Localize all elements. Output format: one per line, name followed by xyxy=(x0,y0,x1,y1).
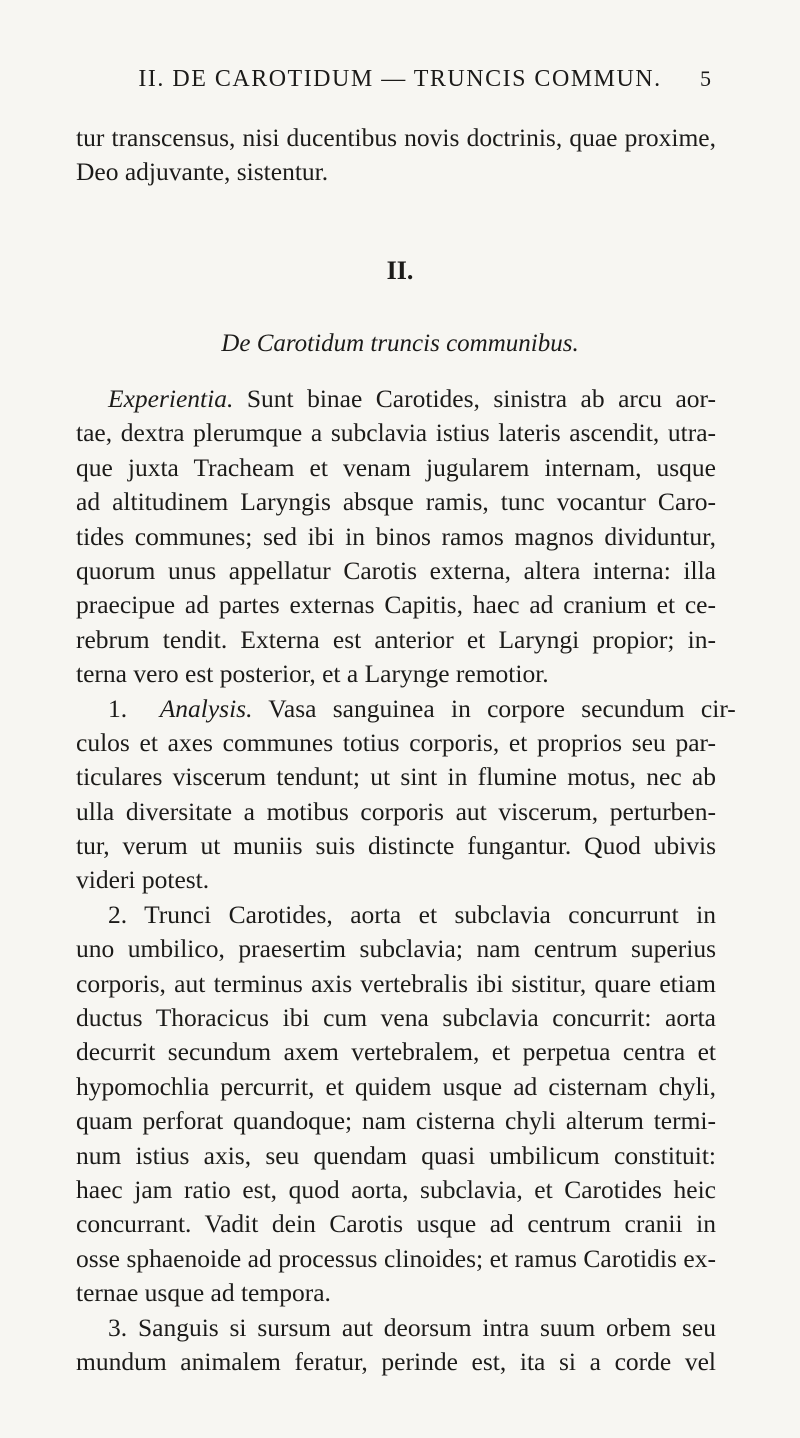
text-line: 2. Trunci Carotides, aorta et subclavia concurrunt in xyxy=(108,899,716,929)
text-line: quorum unus appellatur Carotis externa, altera interna: illa xyxy=(76,555,716,585)
text-line: tae, dextra plerumque a subclavia istius lateris ascendit, utra- xyxy=(76,418,716,448)
text-line: tur transcensus, nisi ducentibus novis doctrinis, quae proxime, xyxy=(76,123,716,152)
text-line: decurrit secundum axem vertebralem, et perpetua centra et xyxy=(76,1037,716,1067)
text-line: num istius axis, seu quendam quasi umbilicum constituit: xyxy=(76,1140,716,1170)
text-line: ad altitudinem Laryngis absque ramis, tunc vocantur Caro- xyxy=(76,487,716,517)
point-number: 1. xyxy=(108,693,128,723)
page-number: 5 xyxy=(700,66,711,91)
text-line: concurrant. Vadit dein Carotis usque ad centrum cranii in xyxy=(76,1209,716,1239)
text-line: hypomochlia percurrit, et quidem usque ad cisternam chyli, xyxy=(76,1071,716,1101)
text-line: terna vero est posterior, et a Larynge remotior. xyxy=(76,659,549,689)
text-line: 3. Sanguis si sursum aut deorsum intra suum orbem seu xyxy=(108,1312,716,1342)
text-line: ulla diversitate a motibus corporis aut viscerum, perturben- xyxy=(76,796,716,826)
text-line: rebrum tendit. Externa est anterior et Laryngi propior; in- xyxy=(76,624,716,654)
text-line: videri potest. xyxy=(76,865,210,895)
analysis-label: Analysis. xyxy=(159,693,253,723)
text-line xyxy=(76,692,736,726)
text-line: que juxta Tracheam et venam jugularem internam, usque xyxy=(76,452,716,482)
text-line: haec jam ratio est, quod aorta, subclavia, et Carotides heic xyxy=(76,1174,716,1204)
text-line: uno umbilico, praesertim subclavia; nam centrum superius xyxy=(76,934,716,964)
section-body xyxy=(76,382,736,1379)
section-title: De Carotidum truncis communibus. xyxy=(221,330,579,357)
text-line: osse sphaenoide ad processus clinoides; et ramus Carotidis ex- xyxy=(76,1243,716,1273)
text-line: culos et axes communes totius corporis, et proprios seu par- xyxy=(76,727,716,757)
text-line: ternae usque ad tempora. xyxy=(76,1278,331,1308)
text-line xyxy=(76,382,716,416)
text-line: tides communes; sed ibi in binos ramos magnos dividuntur, xyxy=(76,521,716,551)
text-line: ductus Thoracicus ibi cum vena subclavia concurrit: aorta xyxy=(76,1003,716,1033)
text-line: quam perforat quandoque; nam cisterna chyli alterum termi- xyxy=(76,1106,716,1136)
section-number: II. xyxy=(386,256,414,285)
text-line: ticulares viscerum tendunt; ut sint in flumine motus, nec ab xyxy=(76,762,716,792)
running-head: II. DE CAROTIDUM — TRUNCIS COMMUN. xyxy=(138,66,662,92)
text-line: Deo adjuvante, sistentur. xyxy=(76,157,329,187)
carryover-paragraph xyxy=(76,121,716,190)
text-line: praecipue ad partes externas Capitis, haec ad cranium et ce- xyxy=(76,590,716,620)
text-line: corporis, aut terminus axis vertebralis ibi sistitur, quare etiam xyxy=(76,968,716,998)
text-run: Sunt binae Carotides, sinistra ab arcu aor- xyxy=(233,384,716,413)
text-line: mundum animalem feratur, perinde est, ita si a corde vel xyxy=(76,1346,716,1376)
text-line: tur, verum ut muniis suis distincte fungantur. Quod ubivis xyxy=(76,831,716,861)
text-run: Vasa sanguinea in corpore secundum cir- xyxy=(252,693,736,723)
experientia-label: Experientia. xyxy=(108,384,234,413)
